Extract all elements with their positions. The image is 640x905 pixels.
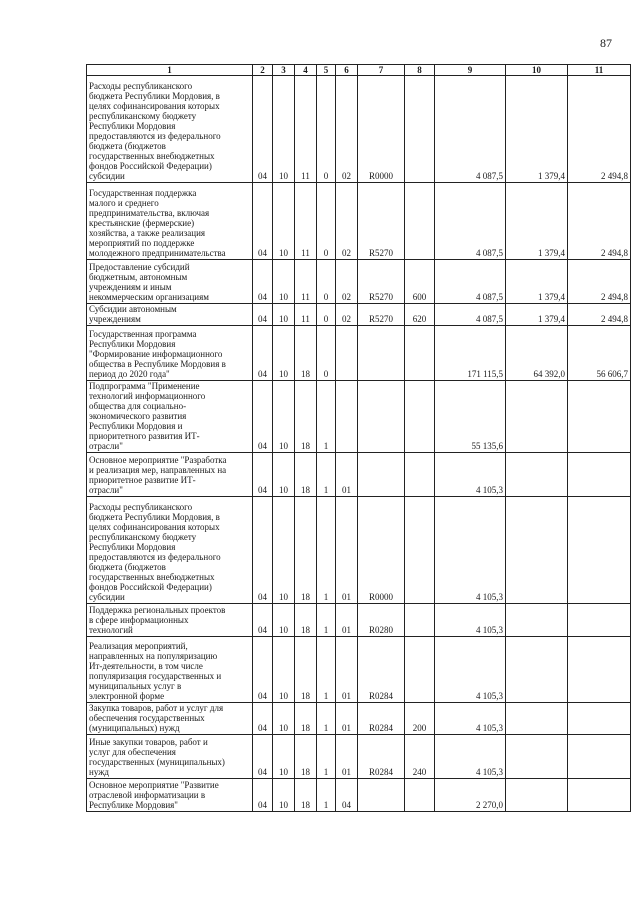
code-cell: 04 [253,76,273,183]
code-cell: 01 [336,637,358,703]
header-cell: 4 [295,65,317,76]
code-cell: 04 [336,779,358,812]
amount-cell: 64 392,0 [506,326,568,381]
code-cell: 10 [273,604,295,637]
amount-cell [506,453,568,497]
code-cell [405,183,435,260]
code-cell: 1 [317,735,336,779]
code-cell: 240 [405,735,435,779]
amount-cell: 1 379,4 [506,260,568,304]
code-cell: R0284 [358,703,405,735]
amount-cell [506,779,568,812]
code-cell: 0 [317,326,336,381]
row-name-cell: Подпрограмма "Применение технологий информационного общества для социально- экономического развития Республики Мордовия и приоритетного развития ИТ- отрасли" [87,381,253,453]
table-row [87,453,631,497]
row-name-cell: Государственная программа Республики Мордовия "Формирование информационного общества в Республике Мордовия в период до 2020 года" [87,326,253,381]
row-name-cell: Закупка товаров, работ и услуг для обеспечения государственных (муниципальных) нужд [87,703,253,735]
header-cell: 6 [336,65,358,76]
amount-cell [568,497,631,604]
amount-cell: 4 105,3 [435,637,506,703]
code-cell: 1 [317,453,336,497]
code-cell: 04 [253,779,273,812]
amount-cell [506,497,568,604]
code-cell [336,381,358,453]
amount-cell: 2 494,8 [568,260,631,304]
amount-cell [568,453,631,497]
code-cell [405,497,435,604]
amount-cell: 2 270,0 [435,779,506,812]
code-cell: 04 [253,637,273,703]
code-cell: 0 [317,76,336,183]
code-cell: R0284 [358,637,405,703]
code-cell: R0000 [358,497,405,604]
amount-cell [568,779,631,812]
amount-cell [568,703,631,735]
code-cell [405,453,435,497]
code-cell [358,453,405,497]
amount-cell [506,381,568,453]
amount-cell: 1 379,4 [506,76,568,183]
amount-cell: 1 379,4 [506,183,568,260]
code-cell: 10 [273,304,295,326]
code-cell: R5270 [358,260,405,304]
row-name-cell: Поддержка региональных проектов в сфере информационных технологий [87,604,253,637]
amount-cell: 2 494,8 [568,183,631,260]
code-cell: 02 [336,76,358,183]
header-cell: 1 [87,65,253,76]
amount-cell: 4 087,5 [435,304,506,326]
amount-cell: 4 087,5 [435,183,506,260]
code-cell: 11 [295,260,317,304]
code-cell [336,326,358,381]
table-row [87,326,631,381]
code-cell: 1 [317,637,336,703]
code-cell [358,326,405,381]
table-row [87,183,631,260]
code-cell [405,381,435,453]
header-cell: 2 [253,65,273,76]
row-name-cell: Основное мероприятие "Разработка и реализация мер, направленных на приоритетное развитие ИТ- отрасли" [87,453,253,497]
header-cell: 3 [273,65,295,76]
code-cell: 0 [317,260,336,304]
code-cell: 01 [336,703,358,735]
code-cell: 18 [295,637,317,703]
table-row [87,735,631,779]
header-cell: 9 [435,65,506,76]
amount-cell: 55 135,6 [435,381,506,453]
row-name-cell: Государственная поддержка малого и среднего предпринимательства, включая крестьянские (фермерские) хозяйства, а также реализация мероприятий по поддержке молодежного предпринимательства [87,183,253,260]
code-cell: 04 [253,453,273,497]
amount-cell: 4 105,3 [435,453,506,497]
code-cell: 200 [405,703,435,735]
amount-cell [506,604,568,637]
page-number: 87 [600,36,612,50]
table-row [87,604,631,637]
code-cell: 10 [273,779,295,812]
code-cell: 18 [295,326,317,381]
amount-cell: 1 379,4 [506,304,568,326]
code-cell: 02 [336,183,358,260]
table-row [87,304,631,326]
code-cell: 18 [295,779,317,812]
code-cell: 600 [405,260,435,304]
code-cell [358,779,405,812]
amount-cell [506,637,568,703]
code-cell: R0280 [358,604,405,637]
amount-cell [568,735,631,779]
code-cell: 10 [273,260,295,304]
code-cell: 10 [273,183,295,260]
amount-cell: 56 606,7 [568,326,631,381]
code-cell [405,76,435,183]
code-cell: 18 [295,735,317,779]
code-cell: 620 [405,304,435,326]
amount-cell [568,637,631,703]
code-cell: 02 [336,260,358,304]
code-cell: 04 [253,260,273,304]
row-name-cell: Субсидии автономным учреждениям [87,304,253,326]
table-header-row [87,65,631,76]
code-cell: 04 [253,304,273,326]
amount-cell: 4 105,3 [435,735,506,779]
code-cell [405,326,435,381]
code-cell: R5270 [358,183,405,260]
code-cell [405,637,435,703]
code-cell: 0 [317,183,336,260]
table-row [87,637,631,703]
code-cell: 04 [253,604,273,637]
code-cell: 1 [317,381,336,453]
code-cell: 18 [295,703,317,735]
amount-cell: 2 494,8 [568,76,631,183]
code-cell: 18 [295,453,317,497]
code-cell: 01 [336,497,358,604]
code-cell: 10 [273,497,295,604]
row-name-cell: Иные закупки товаров, работ и услуг для обеспечения государственных (муниципальных) нужд [87,735,253,779]
code-cell: 10 [273,76,295,183]
amount-cell: 2 494,8 [568,304,631,326]
code-cell [358,381,405,453]
code-cell: R0000 [358,76,405,183]
amount-cell: 4 105,3 [435,703,506,735]
code-cell: 1 [317,779,336,812]
code-cell: 11 [295,183,317,260]
header-cell: 5 [317,65,336,76]
row-name-cell: Основное мероприятие "Развитие отраслевой информатизации в Республике Мордовия" [87,779,253,812]
code-cell: 11 [295,304,317,326]
code-cell: 01 [336,453,358,497]
table-row [87,703,631,735]
code-cell: 1 [317,703,336,735]
code-cell: 04 [253,703,273,735]
amount-cell: 171 115,5 [435,326,506,381]
row-name-cell: Расходы республиканского бюджета Республики Мордовия, в целях софинансирования которых республиканскому бюджету Республики Мордовия предоставляются из федерального бюджета (бюджетов государственных внебюджетных фондов Российской Федерации) субсидии [87,497,253,604]
code-cell: 11 [295,76,317,183]
code-cell: 04 [253,381,273,453]
header-cell: 10 [506,65,568,76]
code-cell: 18 [295,604,317,637]
code-cell: R5270 [358,304,405,326]
code-cell: 18 [295,381,317,453]
table-row [87,497,631,604]
table-row [87,76,631,183]
code-cell: 04 [253,183,273,260]
row-name-cell: Предоставление субсидий бюджетным, автономным учреждениям и иным некоммерческим организациям [87,260,253,304]
table-row [87,381,631,453]
code-cell: 01 [336,735,358,779]
amount-cell: 4 087,5 [435,260,506,304]
table-row [87,260,631,304]
amount-cell [506,735,568,779]
table-row [87,779,631,812]
budget-table [86,64,631,812]
code-cell: 10 [273,326,295,381]
header-cell: 7 [358,65,405,76]
amount-cell [506,703,568,735]
amount-cell: 4 105,3 [435,497,506,604]
amount-cell: 4 105,3 [435,604,506,637]
code-cell: 18 [295,497,317,604]
code-cell: 10 [273,453,295,497]
code-cell: 04 [253,735,273,779]
code-cell: 1 [317,497,336,604]
code-cell: 01 [336,604,358,637]
code-cell: 10 [273,735,295,779]
header-cell: 8 [405,65,435,76]
code-cell [405,604,435,637]
amount-cell [568,604,631,637]
code-cell [405,779,435,812]
amount-cell [568,381,631,453]
row-name-cell: Реализация мероприятий, направленных на популяризацию Ит-деятельности, в том числе популяризация государственных и муниципальных услуг в электронной форме [87,637,253,703]
code-cell: 0 [317,304,336,326]
code-cell: 04 [253,326,273,381]
code-cell: 10 [273,381,295,453]
code-cell: 1 [317,604,336,637]
header-cell: 11 [568,65,631,76]
amount-cell: 4 087,5 [435,76,506,183]
row-name-cell: Расходы республиканского бюджета Республики Мордовия, в целях софинансирования которых республиканскому бюджету Республики Мордовия предоставляются из федерального бюджета (бюджетов государственных внебюджетных фондов Российской Федерации) субсидии [87,76,253,183]
code-cell: 10 [273,703,295,735]
code-cell: R0284 [358,735,405,779]
code-cell: 10 [273,637,295,703]
code-cell: 02 [336,304,358,326]
code-cell: 04 [253,497,273,604]
